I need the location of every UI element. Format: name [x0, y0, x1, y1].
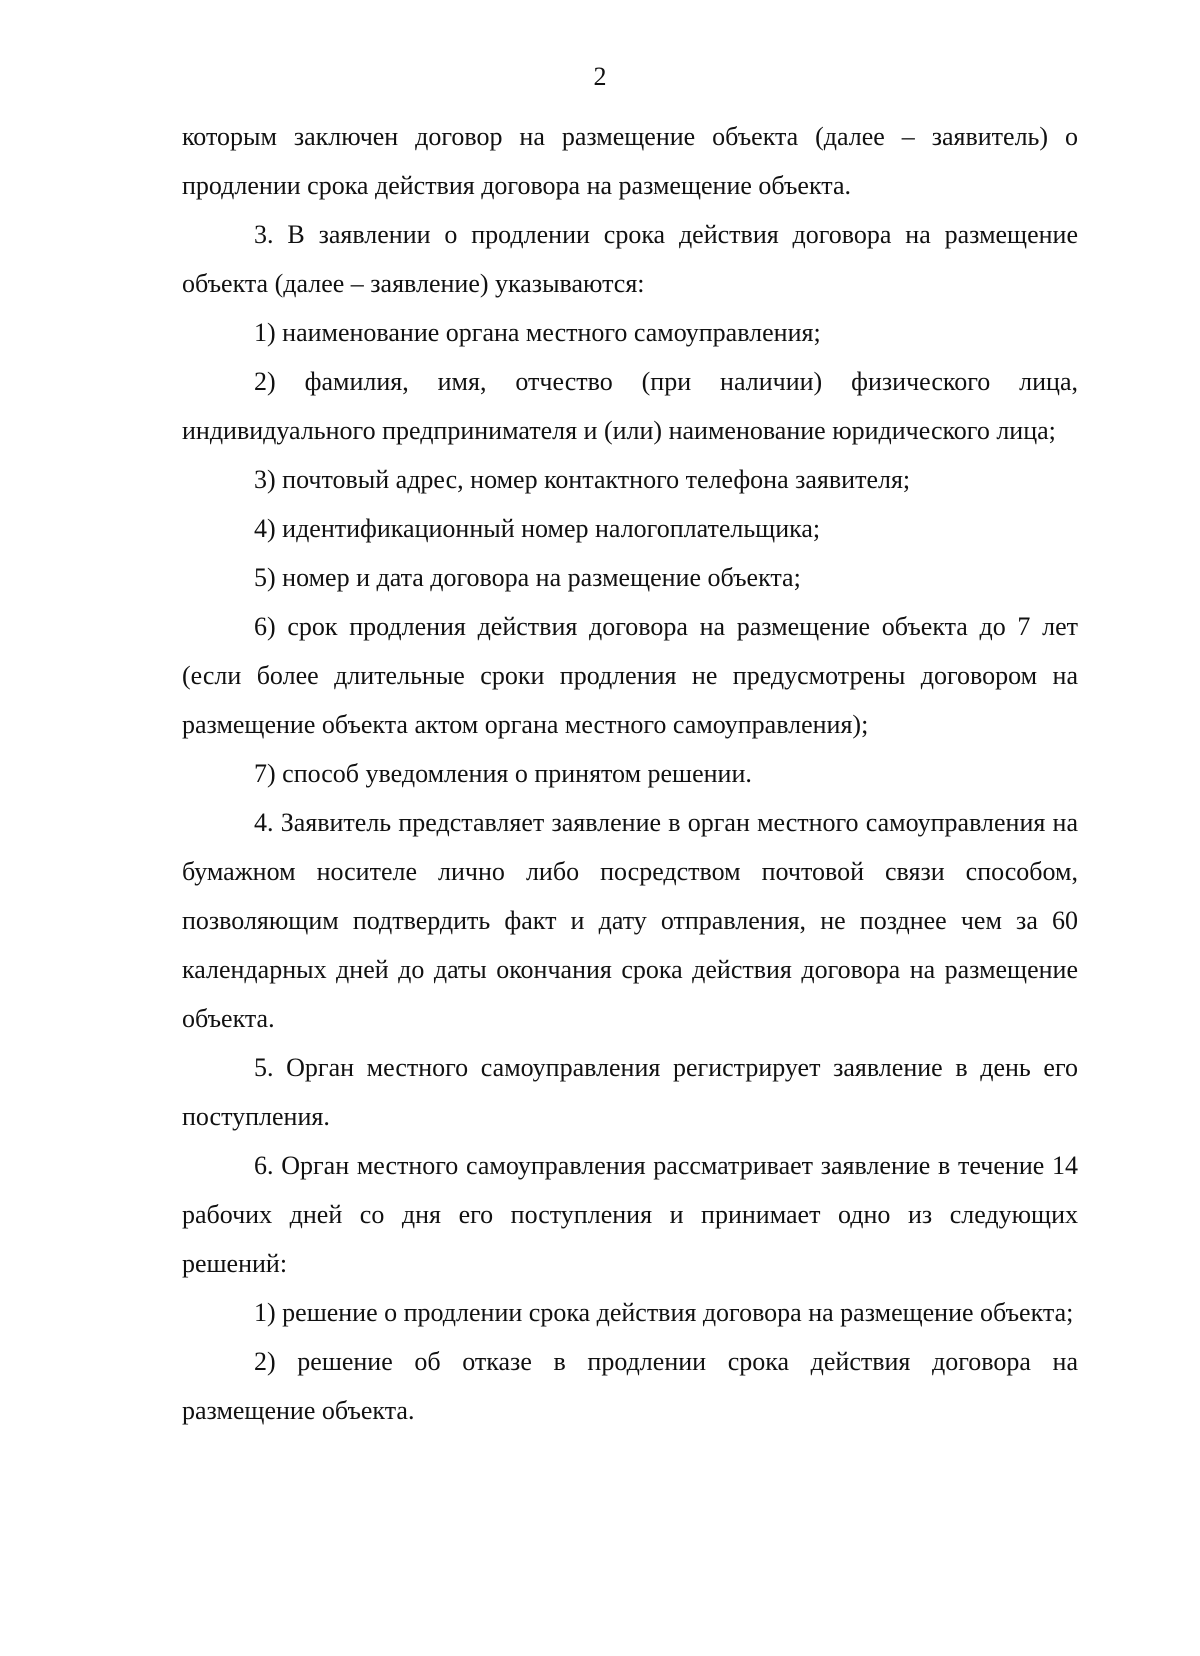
paragraph-item-3: 3. В заявлении о продлении срока действия договора на размещение объекта (далее – заявление) указываются: [182, 220, 1078, 298]
page-number: 2 [593, 62, 607, 91]
paragraph-item-4: 4. Заявитель представляет заявление в орган местного самоуправления на бумажном носителе лично либо посредством почтовой связи способом, позволяющим подтвердить факт и дату отправления, не позднее чем за 60 календарных дней до даты окончания срока действия договора на размещение объекта. [182, 808, 1078, 1033]
decision-item-1: 1) решение о продлении срока действия договора на размещение объекта; [254, 1298, 1074, 1327]
paragraph-item-5: 5. Орган местного самоуправления регистрирует заявление в день его поступления. [182, 1053, 1078, 1131]
list-item-1: 1) наименование органа местного самоуправления; [254, 318, 821, 347]
paragraph-item-6: 6. Орган местного самоуправления рассматривает заявление в течение 14 рабочих дней со дня его поступления и принимает одно из следующих решений: [182, 1151, 1078, 1278]
paragraph-continuation: которым заключен договор на размещение объекта (далее – заявитель) о продлении срока действия договора на размещение объекта. [182, 122, 1078, 200]
list-item-4: 4) идентификационный номер налогоплательщика; [254, 514, 821, 543]
document-body [182, 112, 1078, 1435]
decision-item-2: 2) решение об отказе в продлении срока действия договора на размещение объекта. [182, 1347, 1078, 1425]
list-item-5: 5) номер и дата договора на размещение объекта; [254, 563, 801, 592]
list-item-2: 2) фамилия, имя, отчество (при наличии) физического лица, индивидуального предпринимателя и (или) наименование юридического лица; [182, 367, 1078, 445]
list-item-6: 6) срок продления действия договора на размещение объекта до 7 лет (если более длительные сроки продления не предусмотрены договором на размещение объекта актом органа местного самоуправления); [182, 612, 1078, 739]
list-item-7: 7) способ уведомления о принятом решении. [254, 759, 752, 788]
list-item-3: 3) почтовый адрес, номер контактного телефона заявителя; [254, 465, 911, 494]
